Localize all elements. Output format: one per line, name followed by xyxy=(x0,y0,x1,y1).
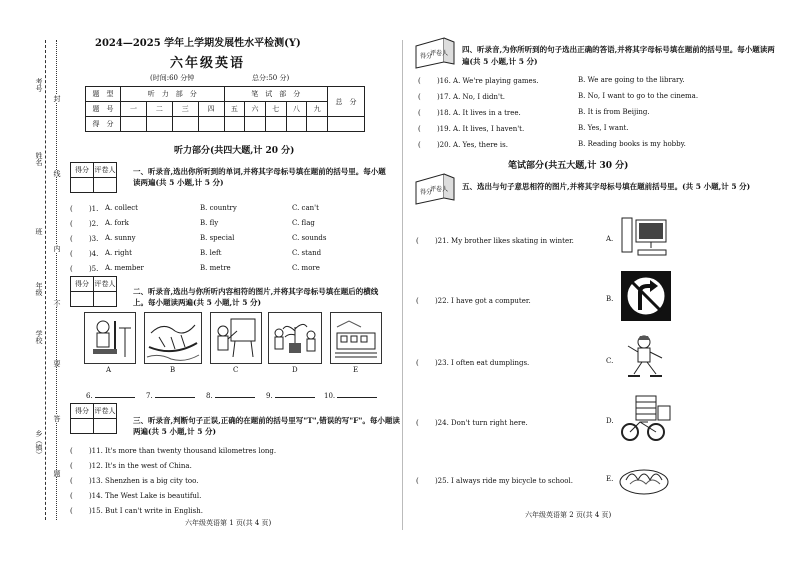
plant-watering-icon xyxy=(269,313,321,363)
answer-blank[interactable] xyxy=(95,389,135,398)
exam-title: 2024—2025 学年上学期发展性水平检测(Y) xyxy=(95,38,301,49)
score-box-cell[interactable] xyxy=(94,178,117,193)
score-table xyxy=(85,86,365,132)
section1-score-box xyxy=(70,162,117,193)
option-a: A. collect xyxy=(105,204,138,212)
school-label: 学校 xyxy=(35,330,43,344)
page-footer-left: 六年级英语第 1 页(共 4 页) xyxy=(185,519,272,527)
score-cell[interactable] xyxy=(198,117,224,132)
matching-item[interactable]: ( )25. I always ride my bicycle to school. xyxy=(416,477,573,485)
blank-number: 8. xyxy=(206,392,213,400)
score-cell[interactable] xyxy=(224,117,245,132)
option-a: A. right xyxy=(105,249,132,257)
exam-time: (时间:60 分钟 xyxy=(150,74,195,82)
option-b: B. It is from Beijing. xyxy=(578,108,650,116)
option-c: C. can't xyxy=(292,204,319,212)
cut-mark: 内 xyxy=(53,245,61,252)
score-flag-label: 得分 xyxy=(420,189,433,196)
blank-number: 10. xyxy=(324,392,336,400)
matching-item[interactable]: ( )24. Don't turn right here. xyxy=(416,419,528,427)
score-flag-label: 评卷人 xyxy=(430,50,449,57)
section2-instruction: 二、听录音,选出与你所听内容相符的图片,并将其字母标号填在题后的横线上。每小题读两遍(共 5 小题,计 5 分) xyxy=(133,287,379,307)
writing-heading: 笔试部分(共五大题,计 30 分) xyxy=(508,161,629,171)
score-table-header: 听 力 部 分 xyxy=(121,87,225,102)
score-cell[interactable] xyxy=(307,117,328,132)
matching-item[interactable]: ( )23. I often eat dumplings. xyxy=(416,359,530,367)
response-item[interactable]: ( )18. A. It lives in a tree. xyxy=(418,109,521,117)
question-number: 四 xyxy=(198,102,224,117)
option-b: B. Reading books is my hobby. xyxy=(578,140,686,148)
score-box-cell[interactable] xyxy=(71,292,94,307)
option-a: A. member xyxy=(105,264,144,272)
question-number: 六 xyxy=(245,102,266,117)
section3-score-box xyxy=(70,403,117,434)
score-flag-icon xyxy=(414,172,456,206)
score-flag-label: 评卷人 xyxy=(430,186,449,193)
score-box-label: 评卷人 xyxy=(94,277,117,292)
painting-kid-icon xyxy=(211,313,261,363)
score-table-label: 题 号 xyxy=(86,102,121,117)
response-item[interactable]: ( )19. A. It lives, I haven't. xyxy=(418,125,525,133)
listening-heading: 听力部分(共四大题,计 20 分) xyxy=(174,146,295,156)
name-label: 姓名 xyxy=(35,152,43,166)
train-icon xyxy=(331,313,381,363)
picture-c xyxy=(210,312,262,364)
dragon-boat-icon xyxy=(145,313,201,363)
score-cell[interactable] xyxy=(286,117,307,132)
option-b: B. fly xyxy=(200,219,219,227)
picture-b xyxy=(144,312,202,364)
cut-mark: 线 xyxy=(53,170,61,177)
option-b: B. No, I want to go to the cinema. xyxy=(578,92,699,100)
page-divider xyxy=(402,40,403,530)
cut-mark: 要 xyxy=(53,360,61,367)
picture-label: A. xyxy=(606,235,614,243)
picture-label: C. xyxy=(606,357,614,365)
answer-blank[interactable] xyxy=(215,389,255,398)
cut-mark: 不 xyxy=(53,300,61,307)
township-label: 乡（镇） xyxy=(35,430,43,458)
score-box-label: 得分 xyxy=(71,404,94,419)
cut-mark: 题 xyxy=(53,470,61,477)
response-item[interactable]: ( )17. A. No, I didn't. xyxy=(418,93,506,101)
option-c: C. sounds xyxy=(292,234,327,242)
subject-title: 六年级英语 xyxy=(170,56,246,71)
true-false-item[interactable]: ( )11. It's more than twenty thousand kilometres long. xyxy=(70,447,277,455)
answer-blank[interactable] xyxy=(275,389,315,398)
question-number: 二 xyxy=(146,102,172,117)
question-number: 七 xyxy=(265,102,286,117)
score-cell[interactable] xyxy=(121,117,147,132)
score-table-header: 题 型 xyxy=(86,87,121,102)
class-label: 班 xyxy=(35,228,43,235)
picture-label: E. xyxy=(606,475,614,483)
matching-item[interactable]: ( )21. My brother likes skating in winter. xyxy=(416,237,574,245)
picture-e xyxy=(330,312,382,364)
option-b: B. country xyxy=(200,204,237,212)
option-c: C. more xyxy=(292,264,320,272)
question-number[interactable]: ( )2. xyxy=(70,220,99,228)
option-b: B. We are going to the library. xyxy=(578,76,685,84)
score-box-label: 评卷人 xyxy=(94,163,117,178)
no-right-turn-sign-icon xyxy=(620,270,672,322)
matching-item[interactable]: ( )22. I have got a computer. xyxy=(416,297,531,305)
exam-total: 总分:50 分) xyxy=(252,74,290,82)
score-flag-icon xyxy=(414,36,456,70)
picture-d xyxy=(268,312,322,364)
grade-label: 年级 xyxy=(35,282,43,296)
score-table-header: 笔 试 部 分 xyxy=(224,87,328,102)
question-number: 一 xyxy=(121,102,147,117)
picture-a xyxy=(84,312,136,364)
score-cell[interactable] xyxy=(146,117,172,132)
option-c: C. stand xyxy=(292,249,322,257)
response-item[interactable]: ( )20. A. Yes, there is. xyxy=(418,141,508,149)
option-b: B. Yes, I want. xyxy=(578,124,629,132)
score-box-cell[interactable] xyxy=(94,419,117,434)
question-number[interactable]: ( )1. xyxy=(70,205,99,213)
true-false-item[interactable]: ( )15. But I can't write in English. xyxy=(70,507,203,515)
option-b: B. left xyxy=(200,249,222,257)
question-number[interactable]: ( )5. xyxy=(70,265,99,273)
section1-instruction: 一、听录音,选出你所听到的单词,并将其字母标号填在题前的括号里。每小题读两遍(共 5 小题,计 5 分) xyxy=(133,167,386,187)
option-b: B. metre xyxy=(200,264,231,272)
option-c: C. flag xyxy=(292,219,315,227)
cut-mark: 封 xyxy=(53,95,61,102)
section2-score-box xyxy=(70,276,117,307)
score-cell[interactable] xyxy=(245,117,266,132)
score-box-cell[interactable] xyxy=(94,292,117,307)
answer-blank[interactable] xyxy=(337,389,377,398)
picture-label: B. xyxy=(606,295,614,303)
picture-label: C xyxy=(233,366,239,374)
kid-chair-icon xyxy=(85,313,135,363)
blank-number: 7. xyxy=(146,392,153,400)
skating-boy-icon xyxy=(620,332,672,382)
response-item[interactable]: ( )16. A. We're playing games. xyxy=(418,77,539,85)
picture-label: E xyxy=(353,366,359,374)
page-footer-right: 六年级英语第 2 页(共 4 页) xyxy=(525,511,612,519)
cut-mark: 答 xyxy=(53,415,61,422)
score-table-label: 得 分 xyxy=(86,117,121,132)
picture-label: B xyxy=(170,366,176,374)
dumplings-icon xyxy=(618,456,670,498)
true-false-item[interactable]: ( )14. The West Lake is beautiful. xyxy=(70,492,202,500)
option-a: A. fork xyxy=(105,219,129,227)
true-false-item[interactable]: ( )13. Shenzhen is a big city too. xyxy=(70,477,199,485)
computer-icon xyxy=(620,212,670,262)
question-number: 九 xyxy=(307,102,328,117)
question-number: 八 xyxy=(286,102,307,117)
score-flag-label: 得分 xyxy=(420,53,433,60)
score-cell[interactable] xyxy=(328,117,365,132)
bicycle-school-icon xyxy=(618,392,672,444)
option-a: A. sunny xyxy=(105,234,136,242)
question-number: 三 xyxy=(172,102,198,117)
question-number: 五 xyxy=(224,102,245,117)
answer-blank[interactable] xyxy=(155,389,195,398)
blank-number: 9. xyxy=(266,392,273,400)
option-b: B. special xyxy=(200,234,235,242)
score-table-header: 总 分 xyxy=(328,87,365,117)
section4-instruction: 四、听录音,为你所听到的句子选出正确的答语,并将其字母标号填在题前的括号里。每小题读两遍(共 5 小题,计 5 分) xyxy=(462,45,775,66)
section3-instruction: 三、听录音,判断句子正误,正确的在题前的括号里写"T",错误的写"F"。每小题读两遍(共 5 小题,计 5 分) xyxy=(133,416,400,436)
score-cell[interactable] xyxy=(265,117,286,132)
score-box-cell[interactable] xyxy=(71,419,94,434)
section5-instruction: 五、选出与句子意思相符的图片,并将其字母标号填在题前括号里。(共 5 小题,计 5 分) xyxy=(462,182,751,191)
score-box-label: 得分 xyxy=(71,277,94,292)
true-false-item[interactable]: ( )12. It's in the west of China. xyxy=(70,462,192,470)
question-number[interactable]: ( )3. xyxy=(70,235,99,243)
blank-number: 6. xyxy=(86,392,93,400)
cut-line xyxy=(56,40,57,520)
picture-label: A xyxy=(106,366,112,374)
exam-number-label: 考号 xyxy=(35,78,43,92)
score-box-cell[interactable] xyxy=(71,178,94,193)
score-box-label: 得分 xyxy=(71,163,94,178)
question-number[interactable]: ( )4. xyxy=(70,250,99,258)
score-box-label: 评卷人 xyxy=(94,404,117,419)
score-cell[interactable] xyxy=(172,117,198,132)
picture-label: D. xyxy=(606,417,614,425)
picture-label: D xyxy=(292,366,298,374)
field-line xyxy=(45,40,46,520)
